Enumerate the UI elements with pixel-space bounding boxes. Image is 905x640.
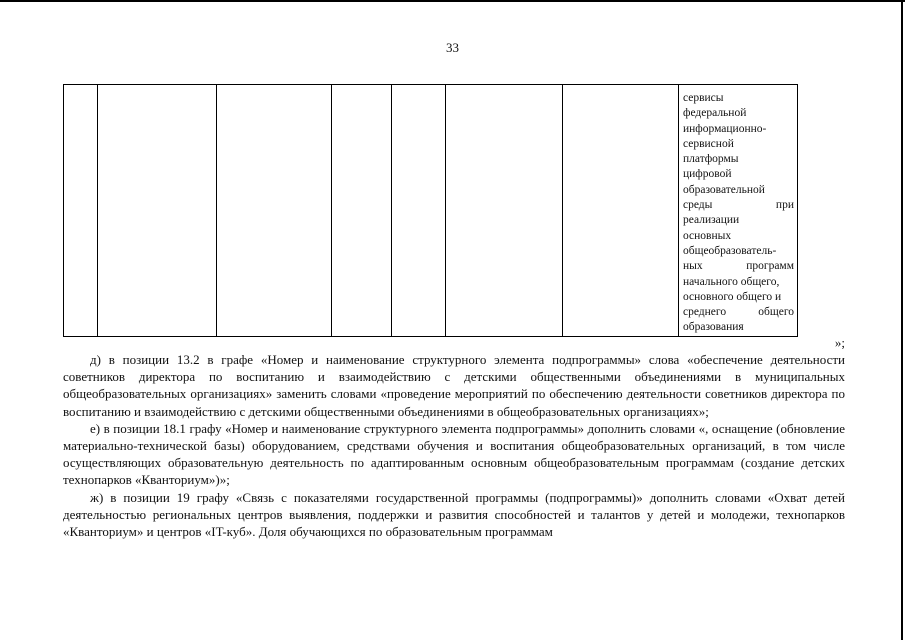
scan-border-right (901, 0, 903, 640)
table-cell (446, 85, 563, 337)
table-cell-last (679, 85, 798, 337)
paragraph-zh: ж) в позиции 19 графу «Связь с показателями государственной программы (подпрограммы)» дополнить словами «Охват детей деятельностью региональных центров выявления, поддержки и развития способностей и талантов у детей и молодежи, технопарков «Кванториум» и центров «IT-куб». Доля обучающихся по образовательным программам (63, 489, 845, 540)
table-row (64, 85, 798, 337)
table-cell (98, 85, 217, 337)
table-cell (563, 85, 679, 337)
amendment-text (63, 351, 845, 540)
table-cell-text: сервисы федеральной информационно- сервисной платформы цифровой образовательной среды при реализации основных общеобразователь- ных программ начального общего, основного общего и среднего общего образования (683, 92, 794, 334)
page-number: 33 (446, 40, 459, 55)
table-closing-quote: »; (834, 335, 845, 350)
table-cell (392, 85, 446, 337)
paragraph-e: е) в позиции 18.1 графу «Номер и наименование структурного элемента подпрограммы» дополнить словами «, оснащение (обновление материально-технической базы) оборудованием, средствами обучения и воспитания общеобразовательных организаций, в том числе осуществляющих образовательную деятельность по адаптированным основным общеобразовательным программам (создание детских технопарков «Кванториум»)»; (63, 420, 845, 488)
paragraph-d: д) в позиции 13.2 в графе «Номер и наименование структурного элемента подпрограммы» слова «обеспечение деятельности советников директора по воспитанию и взаимодействию с детскими общественными объединениями в муниципальных общеобразовательных организациях» заменить словами «проведение мероприятий по обеспечению деятельности советников директора по воспитанию и взаимодействию с детскими общественными объединениями в общеобразовательных организациях»; (63, 352, 845, 419)
scan-border-top (0, 0, 905, 2)
table-cell (332, 85, 392, 337)
continuation-table (63, 84, 798, 337)
table-cell (217, 85, 332, 337)
table-cell (64, 85, 98, 337)
